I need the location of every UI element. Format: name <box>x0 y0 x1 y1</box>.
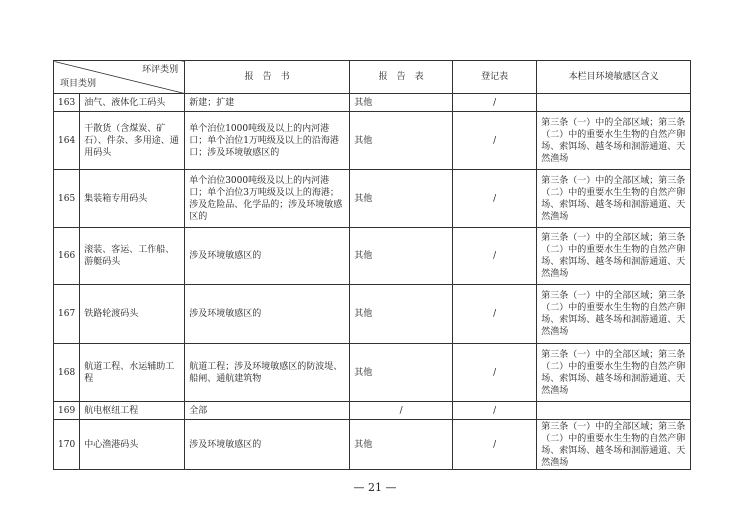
row-registration: / <box>453 344 537 402</box>
row-report-book: 单个泊位3000吨级及以上的内河港口；单个泊位3万吨级及以上的海港；涉及危险品、化学品的；涉及环境敏感区的 <box>185 170 350 228</box>
header-report-form: 报 告 表 <box>350 61 453 94</box>
row-number: 163 <box>54 94 80 112</box>
row-category: 油气、液体化工码头 <box>80 94 185 112</box>
table-row <box>54 285 691 344</box>
row-registration: / <box>453 228 537 285</box>
row-sensitive-area: 第三条（一）中的全部区域；第三条（二）中的重要水生生物的自然产卵场、索饵场、越冬场和洄游通道、天然渔场 <box>537 344 691 402</box>
row-report-form: 其他 <box>350 420 453 470</box>
header-sensitive-area: 本栏目环境敏感区含义 <box>537 61 691 94</box>
table-row <box>54 344 691 402</box>
row-report-form: 其他 <box>350 112 453 170</box>
table-row <box>54 228 691 285</box>
row-category: 中心渔港码头 <box>80 420 185 470</box>
row-report-book: 全部 <box>185 402 350 420</box>
row-number: 170 <box>54 420 80 470</box>
row-report-form: 其他 <box>350 285 453 344</box>
row-registration: / <box>453 285 537 344</box>
row-report-form: 其他 <box>350 344 453 402</box>
header-registration: 登记表 <box>453 61 537 94</box>
row-registration: / <box>453 112 537 170</box>
row-category: 干散货（含煤炭、矿石）、件杂、多用途、通用码头 <box>80 112 185 170</box>
row-sensitive-area <box>537 94 691 112</box>
row-sensitive-area: 第三条（一）中的全部区域；第三条（二）中的重要水生生物的自然产卵场、索饵场、越冬场和洄游通道、天然渔场 <box>537 420 691 470</box>
table-row <box>54 402 691 420</box>
row-category: 航电枢纽工程 <box>80 402 185 420</box>
row-number: 166 <box>54 228 80 285</box>
page-number: — 21 — <box>353 481 397 494</box>
row-report-book: 涉及环境敏感区的 <box>185 285 350 344</box>
row-report-book: 航道工程；涉及环境敏感区的防波堤、船闸、通航建筑物 <box>185 344 350 402</box>
row-sensitive-area: 第三条（一）中的全部区域；第三条（二）中的重要水生生物的自然产卵场、索饵场、越冬场和洄游通道、天然渔场 <box>537 228 691 285</box>
row-report-form: / <box>350 402 453 420</box>
row-sensitive-area: 第三条（一）中的全部区域；第三条（二）中的重要水生生物的自然产卵场、索饵场、越冬场和洄游通道、天然渔场 <box>537 170 691 228</box>
header-report-book: 报 告 书 <box>185 61 350 94</box>
table-header-row <box>54 61 691 94</box>
row-sensitive-area: 第三条（一）中的全部区域；第三条（二）中的重要水生生物的自然产卵场、索饵场、越冬场和洄游通道、天然渔场 <box>537 112 691 170</box>
table-row <box>54 420 691 470</box>
row-number: 168 <box>54 344 80 402</box>
diag-top-label: 环评类别 <box>142 65 179 75</box>
row-report-book: 涉及环境敏感区的 <box>185 228 350 285</box>
row-number: 164 <box>54 112 80 170</box>
row-category: 滚装、客运、工作船、游艇码头 <box>80 228 185 285</box>
diagonal-header-cell <box>54 61 185 94</box>
row-category: 航道工程、水运辅助工程 <box>80 344 185 402</box>
row-number: 169 <box>54 402 80 420</box>
table-row <box>54 112 691 170</box>
table-row <box>54 94 691 112</box>
row-category: 铁路轮渡码头 <box>80 285 185 344</box>
row-report-form: 其他 <box>350 94 453 112</box>
row-number: 165 <box>54 170 80 228</box>
row-registration: / <box>453 170 537 228</box>
diag-bottom-label: 项目类别 <box>60 79 97 89</box>
row-report-form: 其他 <box>350 170 453 228</box>
row-category: 集装箱专用码头 <box>80 170 185 228</box>
row-number: 167 <box>54 285 80 344</box>
row-sensitive-area: 第三条（一）中的全部区域；第三条（二）中的重要水生生物的自然产卵场、索饵场、越冬场和洄游通道、天然渔场 <box>537 285 691 344</box>
row-registration: / <box>453 402 537 420</box>
table-row <box>54 170 691 228</box>
eia-category-table <box>53 60 691 470</box>
row-report-form: 其他 <box>350 228 453 285</box>
row-registration: / <box>453 420 537 470</box>
row-sensitive-area <box>537 402 691 420</box>
row-registration: / <box>453 94 537 112</box>
row-report-book: 新建；扩建 <box>185 94 350 112</box>
row-report-book: 单个泊位1000吨级及以上的内河港口；单个泊位1万吨级及以上的沿海港口；涉及环境敏感区的 <box>185 112 350 170</box>
row-report-book: 涉及环境敏感区的 <box>185 420 350 470</box>
